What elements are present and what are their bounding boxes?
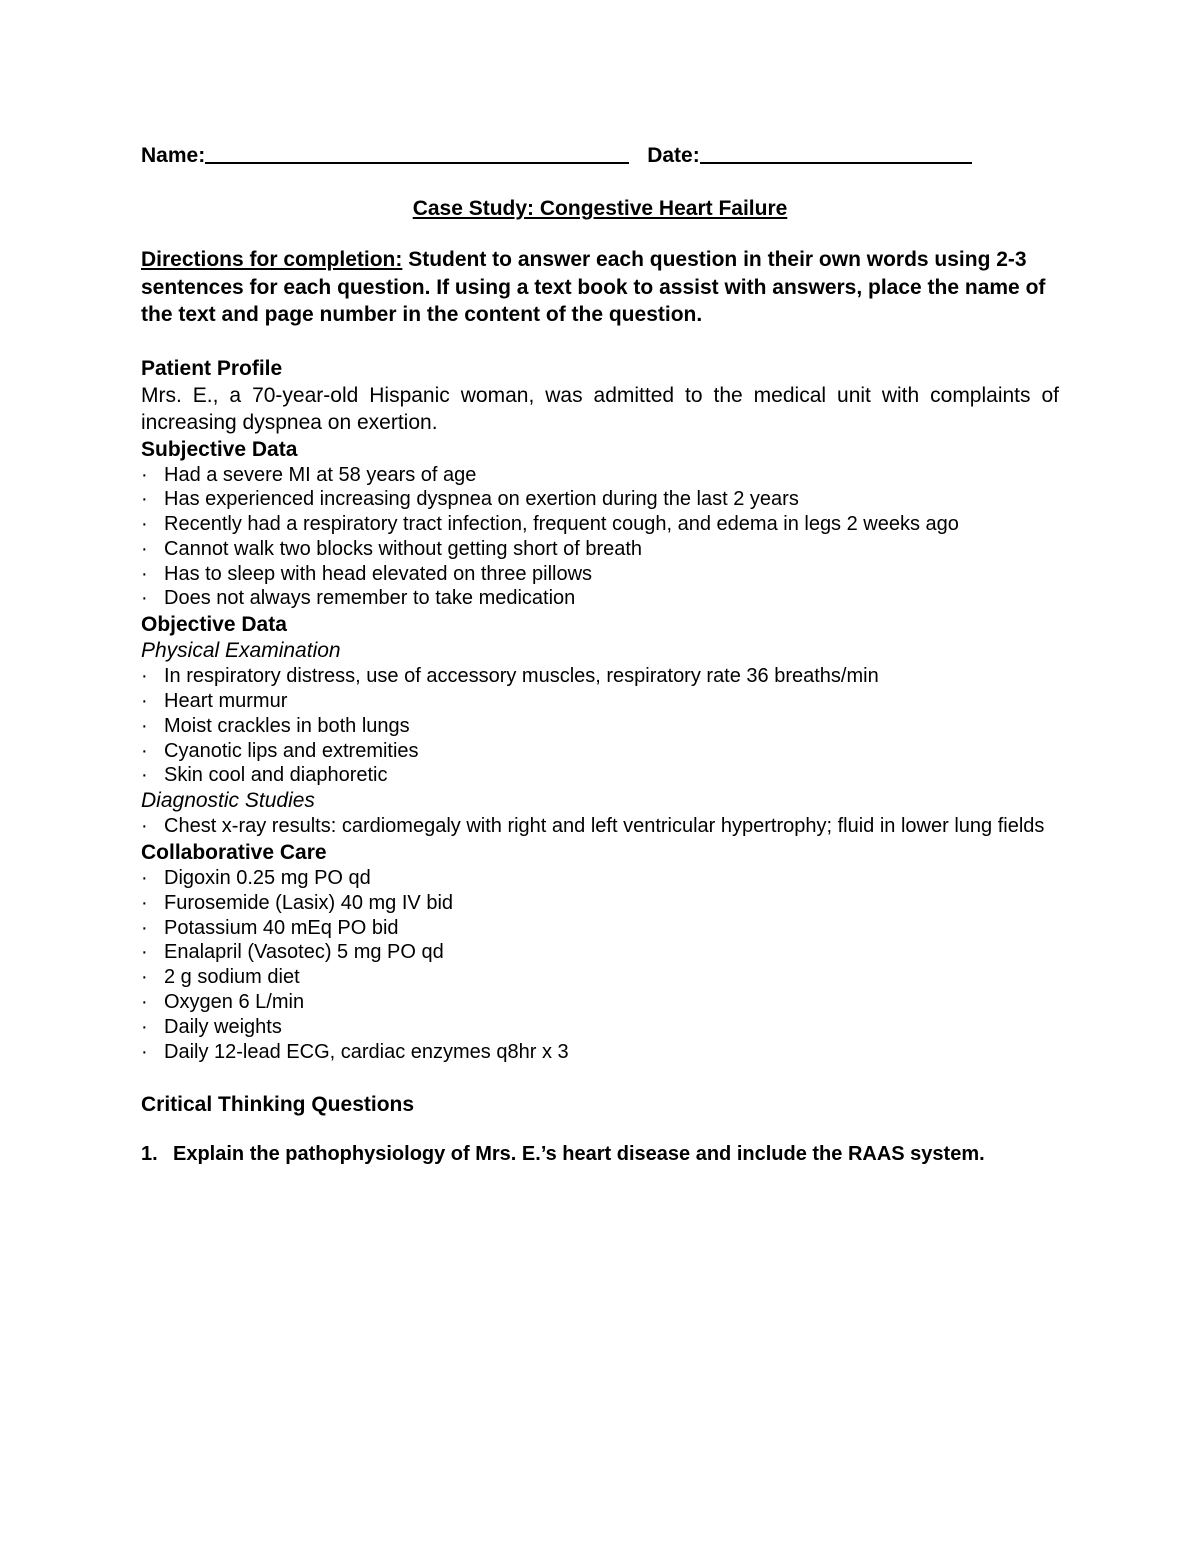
document-page [141,140,1059,1168]
question-item [141,1141,1059,1168]
list-item: · Digoxin 0.25 mg PO qd [141,866,1059,891]
name-label: Name: [141,144,206,167]
list-item: · Heart murmur [141,689,1059,714]
diagnostic-studies-list [141,814,1059,839]
objective-data-heading: Objective Data [141,613,287,637]
directions-label: Directions for completion: [141,248,403,271]
list-item: · Has experienced increasing dyspnea on exertion during the last 2 years [141,487,1059,512]
name-date-row [141,140,1059,172]
list-item: · Does not always remember to take medication [141,586,1059,611]
list-item: · Furosemide (Lasix) 40 mg IV bid [141,891,1059,916]
question-number: 1. [141,1143,158,1166]
list-item: · Potassium 40 mEq PO bid [141,916,1059,941]
list-item: · Cannot walk two blocks without getting short of breath [141,537,1059,562]
list-item: · Recently had a respiratory tract infection, frequent cough, and edema in legs 2 weeks ago [141,512,1059,537]
collaborative-care-heading: Collaborative Care [141,841,327,865]
collaborative-care-list [141,866,1059,1064]
list-item: · In respiratory distress, use of accessory muscles, respiratory rate 36 breaths/min [141,664,1059,689]
directions-paragraph [141,246,1059,329]
question-text: Explain the pathophysiology of Mrs. E.’s heart disease and include the RAAS system. [173,1143,985,1166]
list-item: · Enalapril (Vasotec) 5 mg PO qd [141,940,1059,965]
physical-examination-heading: Physical Examination [141,639,341,663]
list-item: · Moist crackles in both lungs [141,714,1059,739]
list-item: · Skin cool and diaphoretic [141,763,1059,788]
subjective-data-list [141,463,1059,612]
patient-profile-text: Mrs. E., a 70-year-old Hispanic woman, was admitted to the medical unit with complaints of increasing dyspnea on exertion. [141,383,1059,434]
list-item: · Has to sleep with head elevated on three pillows [141,562,1059,587]
list-item: · Chest x-ray results: cardiomegaly with right and left ventricular hypertrophy; fluid in lower lung fields [141,814,1059,839]
name-field[interactable] [205,144,629,164]
date-label: Date: [647,144,700,167]
patient-profile-heading: Patient Profile [141,356,283,380]
date-field[interactable] [700,144,972,164]
diagnostic-studies-heading: Diagnostic Studies [141,789,315,813]
list-item: · Daily 12-lead ECG, cardiac enzymes q8hr x 3 [141,1040,1059,1065]
document-title: Case Study: Congestive Heart Failure [412,197,788,220]
list-item: · Oxygen 6 L/min [141,990,1059,1015]
list-item: · Had a severe MI at 58 years of age [141,463,1059,488]
critical-thinking-heading: Critical Thinking Questions [141,1093,415,1117]
list-item: · Cyanotic lips and extremities [141,739,1059,764]
directions-text: Student to answer each question in their own words using 2-3 sentences for each question. If using a text book to assist with answers, place the name of the text and page number in the content of the question. [141,248,1046,326]
subjective-data-heading: Subjective Data [141,437,298,461]
physical-examination-list [141,664,1059,788]
list-item: · Daily weights [141,1015,1059,1040]
list-item: · 2 g sodium diet [141,965,1059,990]
